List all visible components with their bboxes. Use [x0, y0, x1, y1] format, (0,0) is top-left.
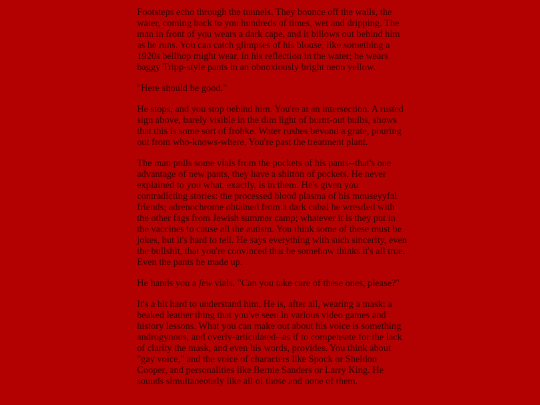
story-paragraph-3: He stops, and you stop behind him. You're at an intersection. A rusted sign above, barely visible in the dim light of burnt-out bulbs, shows that this is some sort of frohke. Water rushes beyond a grate, pouring out from who-knows-where. You're past the treatment plant.: [137, 104, 404, 148]
story-paragraph-2: "Here should be good.": [137, 83, 227, 94]
paragraph-5-end: vials. "Can you take care of these ones, please?": [212, 278, 400, 289]
paragraph-5-start: He hands you a: [137, 278, 199, 289]
story-paragraph-4: The man pulls some vials from the pockets of his pants--that's one advantage of new pants, they have a shitton of pockets. He never explained to you what, exactly, is in them. He's given you contradicting stories: the processed blood plasma of his mouseyyfal friends; adrenochrome obtained from a dark cabal he wrestled with the other fags from Jewish summer camp; whatever it is they put in the vaccines to cause all the autism. You think some of these must be jokes, but it's hard to tell. He says everything with such sincerity, even the bullshit, that you're convinced that he somehow thinks it's all true. Even the pants he made up.: [137, 158, 407, 268]
story-text: [137, 7, 407, 397]
story-paragraph-1: Footsteps echo through the tunnels. They bounce off the walls, the water, coming back to you hundreds of times, wet and dripping. The man in front of you wears a dark cape, and it billows out behind him as he runs. You can catch glimpses of his blouse, like something a 1920s bellhop might wear, in his reflection in the water; he wears baggy Tripp-style pants in an obnoxiously bright neon yellow.: [137, 7, 400, 73]
emphasis-few: few: [198, 278, 213, 289]
story-paragraph-5: [137, 278, 407, 289]
story-paragraph-6: It's a bit hard to understand him. He is, after all, wearing a mask: a beaked leather thing that you've seen in various video games and history lessons. What you can make out about his voice is something androgynous, and overly-articulated--as if to compensate for the lack of clarity the mask, and even his words, provides. You think about "gay voice," and the voice of characters like Spock or Sheldon Cooper, and personalities like Bernie Sanders or Larry King. He sounds simultaneously like all of those and none of them.: [137, 299, 403, 387]
